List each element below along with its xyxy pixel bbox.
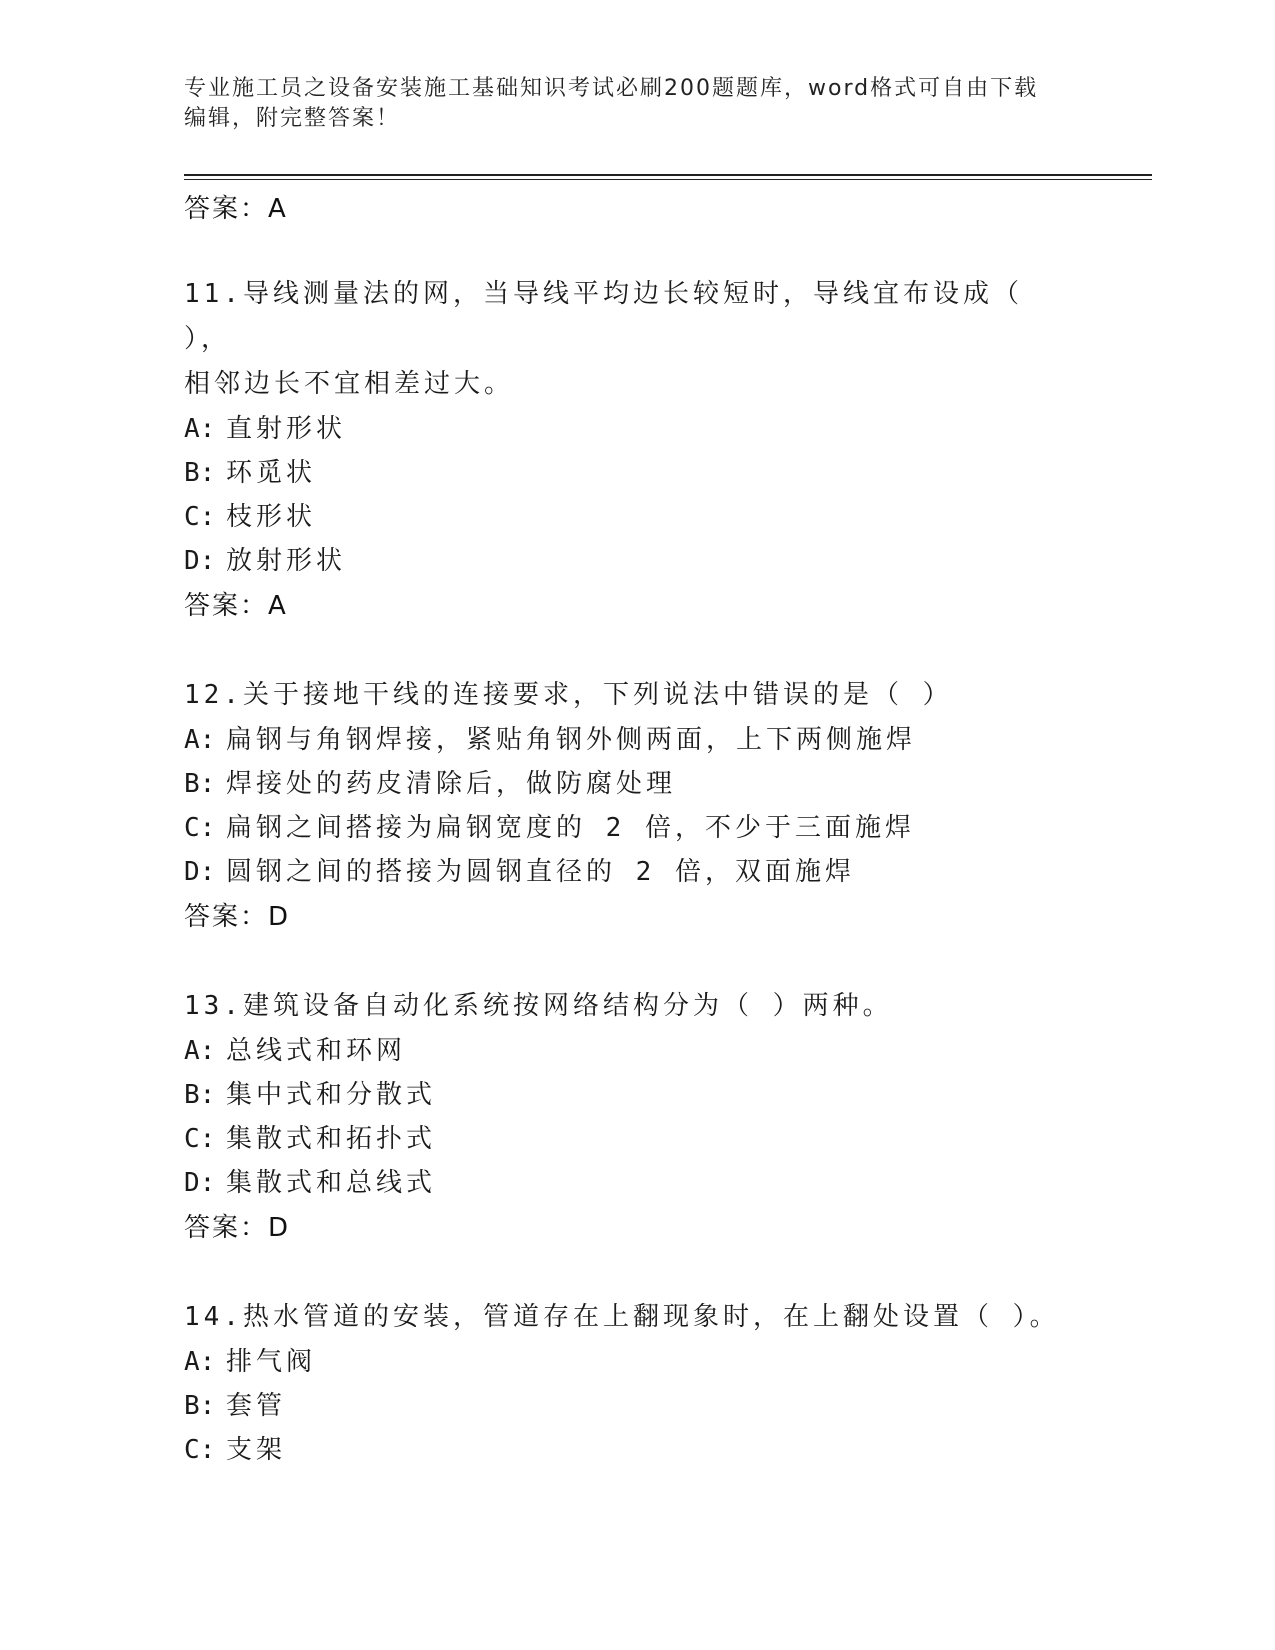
question-text: 13.建筑设备自动化系统按网络结构分为（ ）两种。 — [184, 991, 893, 1021]
option-d — [184, 850, 1084, 894]
question-text-continued: 相邻边长不宜相差过大。 — [184, 369, 515, 399]
option-letter: C: — [184, 502, 216, 532]
option-letter: B: — [184, 1080, 216, 1110]
question-14 — [184, 1295, 1084, 1472]
option-text: 焊接处的药皮清除后，做防腐处理 — [226, 769, 677, 799]
option-letter: C: — [184, 1124, 216, 1154]
option-c — [184, 1117, 1084, 1161]
question-12 — [184, 673, 1084, 940]
answer-line: 答案：A — [184, 591, 288, 621]
option-letter: A: — [184, 725, 216, 755]
question-text: 11.导线测量法的网，当导线平均边长较短时，导线宜布设成（ ）， — [184, 279, 1043, 354]
option-text: 套管 — [226, 1391, 287, 1421]
question-13 — [184, 984, 1084, 1251]
option-text: 直射形状 — [226, 414, 347, 444]
option-text: 环觅状 — [226, 458, 317, 488]
option-c — [184, 806, 1084, 850]
header-divider-thin — [184, 179, 1152, 180]
option-b — [184, 1384, 1084, 1428]
option-d — [184, 539, 1084, 583]
question-text: 12.关于接地干线的连接要求，下列说法中错误的是（ ） — [184, 680, 953, 710]
option-c — [184, 495, 1084, 539]
option-letter: B: — [184, 1391, 216, 1421]
option-text: 排气阀 — [226, 1347, 317, 1377]
answer-line: 答案：D — [184, 902, 291, 932]
header-divider-thick — [184, 174, 1152, 176]
question-list — [184, 186, 1084, 1516]
option-text: 扁钢之间搭接为扁钢宽度的 2 倍，不少于三面施焊 — [226, 813, 915, 843]
option-letter: C: — [184, 1435, 216, 1465]
option-letter: A: — [184, 414, 216, 444]
option-text: 扁钢与角钢焊接，紧贴角钢外侧两面，上下两侧施焊 — [226, 725, 917, 755]
question-11 — [184, 272, 1084, 629]
document-header — [184, 74, 1064, 134]
answer-line: 答案：A — [184, 194, 288, 224]
option-letter: B: — [184, 769, 216, 799]
option-letter: D: — [184, 546, 216, 576]
option-a — [184, 407, 1084, 451]
option-text: 支架 — [226, 1435, 287, 1465]
option-text: 枝形状 — [226, 502, 317, 532]
header-title-line1: 专业施工员之设备安装施工基础知识考试必刷200题题库，word格式可自由下载 — [184, 76, 1039, 101]
option-b — [184, 762, 1084, 806]
option-text: 圆钢之间的搭接为圆钢直径的 2 倍，双面施焊 — [226, 857, 855, 887]
option-text: 放射形状 — [226, 546, 347, 576]
option-text: 集散式和总线式 — [226, 1168, 437, 1198]
option-a — [184, 718, 1084, 762]
header-title-line2: 编辑，附完整答案！ — [184, 106, 401, 131]
option-letter: C: — [184, 813, 216, 843]
option-text: 集散式和拓扑式 — [226, 1124, 437, 1154]
option-b — [184, 451, 1084, 495]
option-text: 总线式和环网 — [226, 1036, 407, 1066]
option-letter: B: — [184, 458, 216, 488]
option-a — [184, 1340, 1084, 1384]
question-text: 14.热水管道的安装，管道存在上翻现象时，在上翻处设置（ ）。 — [184, 1302, 1060, 1332]
option-letter: D: — [184, 857, 216, 887]
option-b — [184, 1073, 1084, 1117]
option-letter: D: — [184, 1168, 216, 1198]
option-a — [184, 1029, 1084, 1073]
option-d — [184, 1161, 1084, 1205]
option-c — [184, 1428, 1084, 1472]
option-letter: A: — [184, 1036, 216, 1066]
option-letter: A: — [184, 1347, 216, 1377]
option-text: 集中式和分散式 — [226, 1080, 437, 1110]
answer-line: 答案：D — [184, 1213, 291, 1243]
